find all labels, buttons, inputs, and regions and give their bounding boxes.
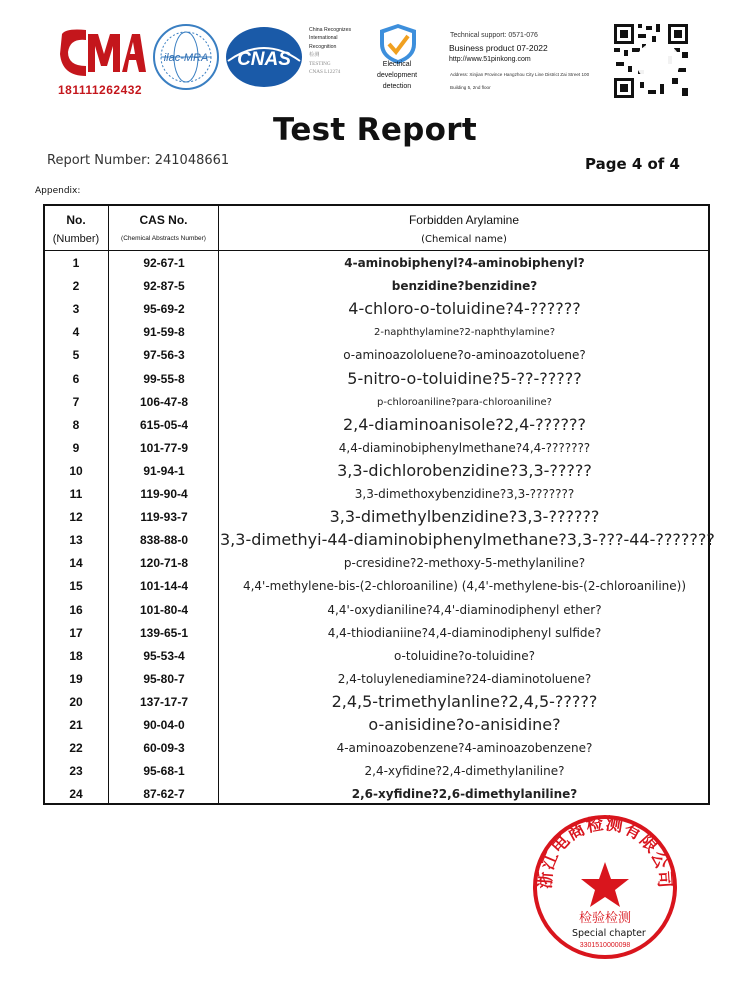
qr-code-icon (612, 22, 690, 100)
row-number: 6 (72, 371, 80, 386)
svg-text:ilac-MRA: ilac-MRA (163, 52, 209, 64)
row-cas-number: 92-87-5 (143, 279, 185, 294)
table-row (44, 783, 709, 806)
row-number: 7 (72, 394, 80, 409)
row-cas-number: 615-05-4 (139, 417, 189, 432)
row-number: 4 (72, 325, 80, 340)
row-chemical-name: o-anisidine?o-anisidine? (368, 715, 561, 734)
row-number: 19 (69, 671, 83, 686)
business-product: Business product 07-2022 (449, 43, 548, 53)
seal-inner-text: 检验检测 (578, 911, 632, 926)
row-chemical-name: 3,3-dimethylbenzidine?3,3-?????? (329, 507, 600, 527)
row-number: 20 (69, 694, 83, 709)
row-chemical-name: 4,4-thiodianiine?4,4-diaminodiphenyl sulfide? (327, 625, 602, 640)
row-number: 14 (69, 556, 83, 571)
row-number: 23 (69, 764, 83, 779)
page-indicator: Page 4 of 4 (585, 155, 680, 173)
company-seal-stamp (530, 812, 680, 962)
row-cas-number: 119-93-7 (140, 510, 188, 525)
svg-text:CNAS: CNAS (237, 49, 291, 70)
table-row (44, 321, 709, 344)
row-number: 3 (72, 302, 80, 317)
row-chemical-name: p-chloroaniline?para-chloroaniline? (377, 396, 552, 408)
technical-support: Technical support: 0571-076 (450, 32, 538, 39)
table-row (44, 483, 709, 506)
row-cas-number: 90-04-0 (143, 718, 185, 732)
row-cas-number: 139-65-1 (139, 625, 189, 640)
row-cas-number: 119-90-4 (140, 487, 188, 501)
col-header-name: Forbidden Arylamine (408, 213, 520, 227)
row-cas-number: 95-68-1 (143, 764, 185, 779)
row-number: 17 (69, 625, 83, 640)
row-chemical-name: p-cresidine?2-methoxy-5-methylaniline? (343, 556, 586, 571)
row-cas-number: 101-77-9 (139, 440, 189, 455)
row-chemical-name: 3,3-dichlorobenzidine?3,3-????? (337, 460, 592, 480)
header-divider (43, 250, 710, 251)
row-number: 9 (72, 440, 80, 455)
table-row (44, 760, 709, 783)
row-chemical-name: 4,4-diaminobiphenylmethane?4,4-??????? (338, 440, 591, 455)
row-chemical-name: benzidine?benzidine? (391, 279, 538, 294)
row-number: 12 (69, 510, 83, 525)
row-chemical-name: 3,3-dimethyi-44-diaminobiphenylmethane?3,3-???-44-??????? (220, 530, 715, 550)
row-number: 16 (69, 602, 83, 617)
page-title: Test Report (273, 112, 477, 148)
special-chapter-label: Special chapter (572, 928, 646, 939)
table-row (44, 391, 709, 414)
table-row (44, 298, 709, 321)
row-cas-number: 137-17-7 (139, 694, 189, 709)
table-row (44, 622, 709, 645)
row-number: 8 (72, 417, 80, 432)
row-cas-number: 106-47-8 (139, 394, 189, 409)
row-number: 24 (69, 787, 83, 802)
row-cas-number: 91-94-1 (143, 463, 185, 478)
website-url: http://www.51pinkong.com (449, 56, 531, 63)
row-chemical-name: 4,4'-methylene-bis-(2-chloroaniline) (4,4'-methylene-bis-(2-chloroaniline)) (242, 579, 687, 594)
cert-line: TESTING (309, 60, 331, 67)
row-number: 2 (72, 279, 80, 294)
row-cas-number: 101-80-4 (139, 602, 189, 617)
row-cas-number: 95-80-7 (143, 671, 185, 686)
row-cas-number: 95-53-4 (143, 648, 185, 663)
elec-line: Electrical (382, 61, 412, 68)
row-number: 18 (69, 648, 83, 663)
table-row (44, 552, 709, 575)
col-header-name-sub: (Chemical name) (421, 234, 507, 245)
row-cas-number: 838-88-0 (139, 533, 189, 548)
table-row (44, 599, 709, 622)
cnas-cert-lines (309, 26, 374, 76)
row-chemical-name: 5-nitro-o-toluidine?5-??-????? (347, 368, 582, 388)
row-number: 10 (69, 463, 83, 478)
col-header-no: No. (66, 213, 86, 227)
seal-number: 3301510000098 (579, 942, 631, 949)
row-chemical-name: 4-aminoazobenzene?4-aminoazobenzene? (336, 741, 593, 756)
table-row (44, 506, 709, 529)
row-cas-number: 95-69-2 (143, 302, 185, 317)
cert-line: Recognition (309, 43, 337, 50)
table-row (44, 714, 709, 737)
row-cas-number: 101-14-4 (139, 579, 189, 594)
row-cas-number: 60-09-3 (143, 741, 185, 756)
cert-line: International (309, 35, 338, 42)
address: Address: Xinjian Province Hangzhou City Line District Zai Street 100 (450, 72, 590, 77)
report-number: Report Number: 241048661 (47, 153, 230, 168)
col-header-no-sub: (Number) (52, 233, 100, 245)
cnas-logo (224, 25, 304, 89)
building: Building 5, 2nd floor (450, 85, 491, 90)
row-chemical-name: 2,4-toluylenediamine?24-diaminotoluene? (337, 671, 592, 686)
table-row (44, 437, 709, 460)
cert-line: CNAS L12274 (309, 69, 341, 76)
electrical-detection-text (366, 59, 428, 92)
row-chemical-name: 2,4-diaminoanisole?2,4-?????? (342, 414, 587, 434)
table-row (44, 529, 715, 552)
row-number: 15 (69, 579, 83, 594)
row-number: 11 (69, 487, 83, 501)
row-chemical-name: 4-aminobiphenyl?4-aminobiphenyl? (344, 256, 585, 270)
table-row (44, 691, 709, 714)
row-cas-number: 91-59-8 (143, 325, 185, 340)
table-row (44, 368, 709, 391)
elec-line: detection (382, 83, 412, 90)
table-row (44, 275, 709, 298)
row-cas-number: 92-67-1 (143, 256, 185, 270)
row-number: 13 (69, 533, 83, 548)
row-cas-number: 120-71-8 (139, 556, 189, 571)
table-row (44, 460, 709, 483)
seal-ring-text: 浙江电商检测有限公司 (535, 814, 675, 890)
row-chemical-name: 3,3-dimethoxybenzidine?3,3-??????? (354, 487, 575, 501)
ilac-mra-logo (152, 23, 220, 91)
row-chemical-name: 2,4-xyfidine?2,4-dimethylaniline? (364, 764, 565, 779)
row-number: 5 (72, 348, 80, 363)
elec-line: development (376, 72, 418, 79)
row-chemical-name: 2-naphthylamine?2-naphthylamine? (373, 327, 556, 339)
row-chemical-name: o-toluidine?o-toluidine? (393, 648, 536, 663)
row-cas-number: 99-55-8 (143, 371, 185, 386)
row-number: 1 (72, 256, 80, 270)
cma-code: 181111262432 (58, 83, 143, 97)
appendix-label: Appendix: (35, 186, 81, 196)
row-chemical-name: 4-chloro-o-toluidine?4-?????? (348, 299, 581, 319)
row-chemical-name: 2,4,5-trimethylanline?2,4,5-????? (331, 691, 598, 711)
row-cas-number: 97-56-3 (143, 348, 185, 363)
col-header-cas-sub: (Chemical Abstracts Number) (121, 235, 206, 242)
table-row (44, 575, 709, 598)
table-row (44, 668, 709, 691)
cert-line: 检测 (309, 52, 320, 59)
row-number: 22 (69, 741, 83, 756)
row-chemical-name: 2,6-xyfidine?2,6-dimethylaniline? (351, 787, 578, 802)
row-chemical-name: o-aminoazololuene?o-aminoazotoluene? (343, 348, 586, 363)
cert-line: China Recognizes (309, 27, 352, 33)
row-cas-number: 87-62-7 (143, 787, 185, 802)
table-row (44, 645, 709, 668)
table-row (44, 414, 709, 437)
row-number: 21 (69, 718, 83, 732)
row-chemical-name: 4,4'-oxydianiline?4,4'-diaminodiphenyl ether? (327, 602, 602, 617)
table-row (44, 252, 709, 275)
table-row (44, 344, 709, 367)
col-header-cas: CAS No. (139, 213, 188, 227)
table-row (44, 737, 709, 760)
